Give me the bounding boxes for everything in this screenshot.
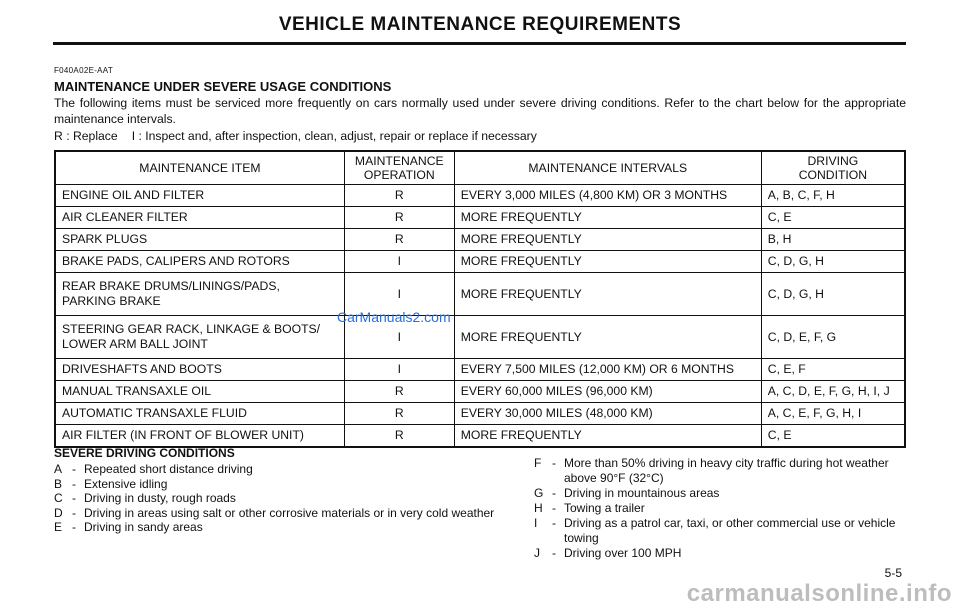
condition-text: Towing a trailer [564, 501, 645, 515]
condition-key: J [534, 546, 540, 560]
table-row [55, 185, 905, 207]
conditions-list-left [54, 462, 494, 535]
list-item: I - Driving as a patrol car, taxi, or other commercial use or vehicle towing [534, 516, 906, 546]
table-row [55, 251, 905, 273]
header-maintenance-intervals: MAINTENANCE INTERVALS [454, 151, 761, 185]
condition-key: B [54, 476, 63, 491]
row-interval: EVERY 7,500 MILES (12,000 KM) OR 6 MONTHS [454, 359, 761, 381]
row-condition: C, D, E, F, G [761, 316, 905, 359]
list-item: D - Driving in areas using salt or other corrosive materials or in very cold weather [54, 505, 495, 520]
table-row [55, 403, 905, 425]
row-condition: B, H [761, 229, 905, 251]
document-code: F040A02E-AAT [54, 66, 114, 75]
row-operation: R [344, 403, 454, 425]
row-item: REAR BRAKE DRUMS/LININGS/PADS, PARKING BRAKE [55, 273, 344, 316]
row-condition: A, C, E, F, G, H, I [761, 403, 905, 425]
row-interval: EVERY 3,000 MILES (4,800 KM) OR 3 MONTHS [454, 185, 761, 207]
conditions-heading: SEVERE DRIVING CONDITIONS [54, 446, 235, 460]
table-row [55, 425, 905, 448]
header-maintenance-item: MAINTENANCE ITEM [55, 151, 344, 185]
row-interval: EVERY 60,000 MILES (96,000 KM) [454, 381, 761, 403]
list-item: C - Driving in dusty, rough roads [54, 491, 236, 505]
row-interval: MORE FREQUENTLY [454, 316, 761, 359]
row-condition: C, D, G, H [761, 273, 905, 316]
intro-paragraph: The following items must be serviced more frequently on cars normally used under severe driving conditions. Refer to the chart below for the appropriate maintenance intervals. [54, 96, 906, 126]
row-interval: MORE FREQUENTLY [454, 425, 761, 448]
table-row [55, 381, 905, 403]
row-item: BRAKE PADS, CALIPERS AND ROTORS [55, 251, 344, 273]
row-condition: A, B, C, F, H [761, 185, 905, 207]
row-condition: A, C, D, E, F, G, H, I, J [761, 381, 905, 403]
row-condition: C, E [761, 425, 905, 448]
footer-watermark: carmanualsonline.info [686, 580, 952, 607]
legend [54, 129, 551, 143]
section-heading: MAINTENANCE UNDER SEVERE USAGE CONDITIONS [54, 79, 392, 94]
list-item: J - Driving over 100 MPH [534, 546, 682, 560]
row-operation: R [344, 229, 454, 251]
row-operation: R [344, 207, 454, 229]
table-row [55, 229, 905, 251]
condition-text: Extensive idling [84, 476, 168, 491]
condition-text: Driving in dusty, rough roads [84, 491, 236, 505]
table-row [55, 273, 905, 316]
row-interval: MORE FREQUENTLY [454, 229, 761, 251]
condition-key: D [54, 505, 63, 520]
header-driving-condition: DRIVING CONDITION [761, 151, 905, 185]
table-row [55, 207, 905, 229]
table-row [55, 316, 905, 359]
condition-key: G [534, 486, 544, 500]
legend-replace: R : Replace [54, 129, 118, 143]
condition-text: More than 50% driving in heavy city traffic during hot weather above 90°F (32°C) [564, 456, 889, 485]
row-operation: I [344, 273, 454, 316]
condition-key: H [534, 501, 543, 515]
row-item: AUTOMATIC TRANSAXLE FLUID [55, 403, 344, 425]
row-operation: I [344, 251, 454, 273]
row-operation: R [344, 425, 454, 448]
table-row [55, 359, 905, 381]
condition-text: Repeated short distance driving [84, 462, 253, 476]
row-operation: R [344, 381, 454, 403]
row-item: STEERING GEAR RACK, LINKAGE & BOOTS/ LOWER ARM BALL JOINT [55, 316, 344, 359]
row-item: SPARK PLUGS [55, 229, 344, 251]
header-maintenance-operation: MAINTENANCE OPERATION [344, 151, 454, 185]
row-interval: EVERY 30,000 MILES (48,000 KM) [454, 403, 761, 425]
row-item: DRIVESHAFTS AND BOOTS [55, 359, 344, 381]
row-item: AIR FILTER (IN FRONT OF BLOWER UNIT) [55, 425, 344, 448]
row-item: ENGINE OIL AND FILTER [55, 185, 344, 207]
condition-text: Driving in sandy areas [84, 520, 203, 534]
table-header-row [55, 151, 905, 185]
maintenance-table [54, 150, 906, 448]
condition-key: I [534, 516, 538, 530]
conditions-list-right [534, 456, 906, 561]
row-operation: I [344, 316, 454, 359]
list-item: A - Repeated short distance driving [54, 462, 253, 476]
title-rule [53, 42, 906, 45]
page-number: 5-5 [884, 566, 902, 580]
list-item: E - Driving in sandy areas [54, 520, 203, 534]
row-condition: C, D, G, H [761, 251, 905, 273]
legend-inspect: I : Inspect and, after inspection, clean, adjust, repair or replace if necessary [131, 129, 537, 143]
site-watermark: CarManuals2.com [337, 309, 451, 325]
row-operation: R [344, 185, 454, 207]
row-item: MANUAL TRANSAXLE OIL [55, 381, 344, 403]
condition-text: Driving over 100 MPH [564, 546, 682, 560]
condition-text: Driving in areas using salt or other corrosive materials or in very cold weather [84, 505, 495, 520]
condition-text: Driving in mountainous areas [564, 486, 720, 500]
list-item: G - Driving in mountainous areas [534, 486, 720, 500]
row-interval: MORE FREQUENTLY [454, 273, 761, 316]
page-title: VEHICLE MAINTENANCE REQUIREMENTS [278, 14, 682, 35]
row-interval: MORE FREQUENTLY [454, 207, 761, 229]
condition-key: F [534, 456, 542, 470]
condition-key: A [54, 462, 63, 476]
list-item: B - Extensive idling [54, 476, 168, 491]
list-item: F - More than 50% driving in heavy city traffic during hot weather above 90°F (32°C) [534, 456, 906, 486]
row-condition: C, E, F [761, 359, 905, 381]
condition-text: Driving as a patrol car, taxi, or other commercial use or vehicle towing [564, 516, 896, 545]
condition-key: E [54, 520, 63, 534]
row-item: AIR CLEANER FILTER [55, 207, 344, 229]
row-condition: C, E [761, 207, 905, 229]
row-interval: MORE FREQUENTLY [454, 251, 761, 273]
condition-key: C [54, 491, 63, 505]
list-item: H - Towing a trailer [534, 501, 645, 515]
row-operation: I [344, 359, 454, 381]
